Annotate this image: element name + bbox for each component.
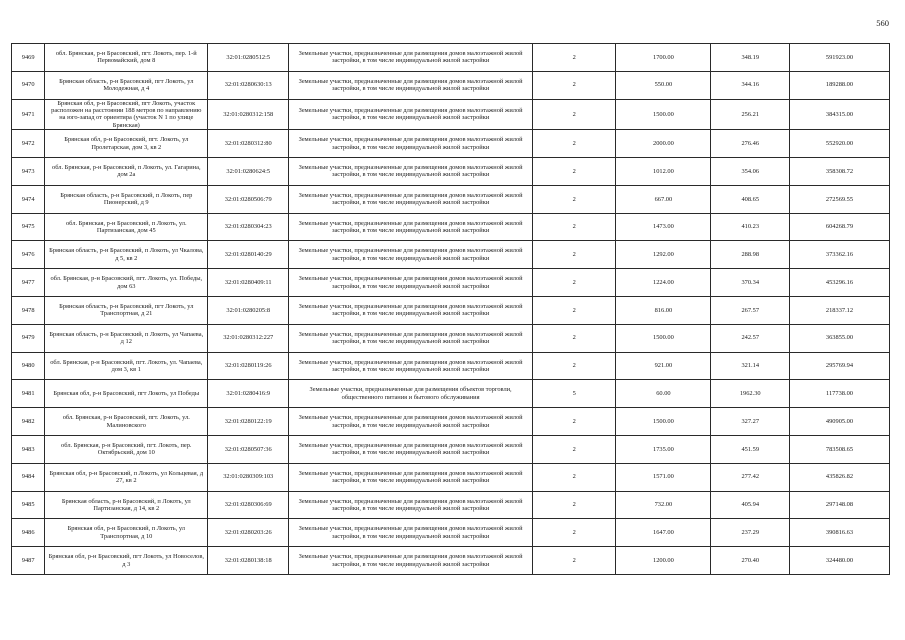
land-use-cell: Земельные участки, предназначенные для размещения домов малоэтажной жилой застройки, в том числе индивидуальной жилой застройки — [289, 241, 533, 269]
cadastral-number-cell: 32:01:0280630:13 — [208, 71, 289, 99]
table-body — [12, 44, 890, 575]
row-number: 9479 — [12, 324, 45, 352]
address-cell: Брянская обл, р-н Брасовский, пгт. Локоть, ул Пролетарская, дом 3, кв 2 — [45, 130, 208, 158]
group-cell: 2 — [533, 352, 616, 380]
cadastral-number-cell: 32:01:0280507:36 — [208, 435, 289, 463]
address-cell: Брянская область, р-н Брасовский, п Локоть, ул Чапаева, д 12 — [45, 324, 208, 352]
cadastral-value-cell: 435826.82 — [790, 463, 890, 491]
specific-value-cell: 354.06 — [711, 158, 790, 186]
group-cell: 2 — [533, 408, 616, 436]
cadastral-number-cell: 32:01:0280506:79 — [208, 185, 289, 213]
table-row — [12, 380, 890, 408]
cadastral-number-cell: 32:01:0280309:103 — [208, 463, 289, 491]
cadastral-value-cell: 490905.00 — [790, 408, 890, 436]
group-cell: 2 — [533, 158, 616, 186]
address-cell: Брянская обл, р-н Брасовский, пгт Локоть, ул Новоселов, д 3 — [45, 547, 208, 575]
group-cell: 2 — [533, 463, 616, 491]
address-cell: Брянская область, р-н Брасовский, п Локоть, ул Чкалова, д 5, кв 2 — [45, 241, 208, 269]
area-cell: 921.00 — [616, 352, 711, 380]
area-cell: 1500.00 — [616, 408, 711, 436]
cadastral-value-cell: 591923.00 — [790, 44, 890, 72]
table-row — [12, 213, 890, 241]
group-cell: 5 — [533, 380, 616, 408]
cadastral-number-cell: 32:01:0280304:23 — [208, 213, 289, 241]
specific-value-cell: 327.27 — [711, 408, 790, 436]
cadastral-value-cell: 218337.12 — [790, 297, 890, 325]
land-use-cell: Земельные участки, предназначенные для размещения домов малоэтажной жилой застройки, в том числе индивидуальной жилой застройки — [289, 297, 533, 325]
specific-value-cell: 370.34 — [711, 269, 790, 297]
table-row — [12, 463, 890, 491]
land-use-cell: Земельные участки, предназначенные для размещения домов малоэтажной жилой застройки, в том числе индивидуальной жилой застройки — [289, 130, 533, 158]
land-use-cell: Земельные участки, предназначенные для размещения домов малоэтажной жилой застройки, в том числе индивидуальной жилой застройки — [289, 435, 533, 463]
specific-value-cell: 288.98 — [711, 241, 790, 269]
cadastral-value-cell: 117738.00 — [790, 380, 890, 408]
group-cell: 2 — [533, 44, 616, 72]
table-row — [12, 71, 890, 99]
land-use-cell: Земельные участки, предназначенные для размещения домов малоэтажной жилой застройки, в том числе индивидуальной жилой застройки — [289, 71, 533, 99]
area-cell: 667.00 — [616, 185, 711, 213]
address-cell: Брянская область, р-н Брасовский, пгт Локоть, ул Транспортная, д 21 — [45, 297, 208, 325]
row-number: 9475 — [12, 213, 45, 241]
land-use-cell: Земельные участки, предназначенные для размещения домов малоэтажной жилой застройки, в том числе индивидуальной жилой застройки — [289, 185, 533, 213]
group-cell: 2 — [533, 130, 616, 158]
specific-value-cell: 451.59 — [711, 435, 790, 463]
specific-value-cell: 1962.30 — [711, 380, 790, 408]
cadastral-number-cell: 32:01:0280512:5 — [208, 44, 289, 72]
table-row — [12, 241, 890, 269]
cadastral-value-cell: 272569.55 — [790, 185, 890, 213]
group-cell: 2 — [533, 491, 616, 519]
row-number: 9484 — [12, 463, 45, 491]
area-cell: 60.00 — [616, 380, 711, 408]
table-row — [12, 408, 890, 436]
area-cell: 1500.00 — [616, 99, 711, 130]
group-cell: 2 — [533, 99, 616, 130]
cadastral-number-cell: 32:01:0280312:80 — [208, 130, 289, 158]
cadastral-value-cell: 358308.72 — [790, 158, 890, 186]
area-cell: 1571.00 — [616, 463, 711, 491]
area-cell: 1224.00 — [616, 269, 711, 297]
row-number: 9482 — [12, 408, 45, 436]
land-use-cell: Земельные участки, предназначенные для размещения домов малоэтажной жилой застройки, в том числе индивидуальной жилой застройки — [289, 44, 533, 72]
row-number: 9485 — [12, 491, 45, 519]
row-number: 9469 — [12, 44, 45, 72]
land-use-cell: Земельные участки, предназначенные для размещения домов малоэтажной жилой застройки, в том числе индивидуальной жилой застройки — [289, 491, 533, 519]
row-number: 9473 — [12, 158, 45, 186]
cadastral-value-cell: 295769.94 — [790, 352, 890, 380]
land-use-cell: Земельные участки, предназначенные для размещения домов малоэтажной жилой застройки, в том числе индивидуальной жилой застройки — [289, 158, 533, 186]
cadastral-value-cell: 324480.00 — [790, 547, 890, 575]
table-row — [12, 44, 890, 72]
address-cell: Брянская обл, р-н Брасовский, п Локоть, ул Транспортная, д 10 — [45, 519, 208, 547]
row-number: 9486 — [12, 519, 45, 547]
land-use-cell: Земельные участки, предназначенные для размещения объектов торговли, общественного питания и бытового обслуживания — [289, 380, 533, 408]
table-row — [12, 491, 890, 519]
area-cell: 1012.00 — [616, 158, 711, 186]
cadastral-number-cell: 32:01:0280624:5 — [208, 158, 289, 186]
address-cell: Брянская обл, р-н Брасовский, пгт Локоть, участок расположен на расстоянии 188 метров по направлению на юго-запад от ориентира (участок N 1 по улице Брянская) — [45, 99, 208, 130]
specific-value-cell: 277.42 — [711, 463, 790, 491]
land-use-cell: Земельные участки, предназначенные для размещения домов малоэтажной жилой застройки, в том числе индивидуальной жилой застройки — [289, 213, 533, 241]
group-cell: 2 — [533, 185, 616, 213]
table-row — [12, 519, 890, 547]
area-cell: 2000.00 — [616, 130, 711, 158]
cadastral-value-cell: 453296.16 — [790, 269, 890, 297]
group-cell: 2 — [533, 297, 616, 325]
address-cell: обл. Брянская, р-н Брасовский, п Локоть, ул. Гагарина, дом 2а — [45, 158, 208, 186]
cadastral-value-cell: 373362.16 — [790, 241, 890, 269]
specific-value-cell: 321.14 — [711, 352, 790, 380]
address-cell: обл. Брянская, р-н Брасовский, пгт. Локоть, ул. Победы, дом 63 — [45, 269, 208, 297]
table-row — [12, 435, 890, 463]
area-cell: 816.00 — [616, 297, 711, 325]
specific-value-cell: 276.46 — [711, 130, 790, 158]
address-cell: обл. Брянская, р-н Брасовский, пгт. Локоть, ул. Чапаева, дом 3, кв 1 — [45, 352, 208, 380]
area-cell: 1647.00 — [616, 519, 711, 547]
cadastral-valuation-table — [11, 43, 890, 575]
table-row — [12, 297, 890, 325]
area-cell: 1735.00 — [616, 435, 711, 463]
address-cell: Брянская обл, р-н Брасовский, п Локоть, ул Кольцевая, д 27, кв 2 — [45, 463, 208, 491]
cadastral-value-cell: 189288.00 — [790, 71, 890, 99]
group-cell: 2 — [533, 324, 616, 352]
land-use-cell: Земельные участки, предназначенные для размещения домов малоэтажной жилой застройки, в том числе индивидуальной жилой застройки — [289, 99, 533, 130]
row-number: 9477 — [12, 269, 45, 297]
cadastral-number-cell: 32:01:0280122:19 — [208, 408, 289, 436]
address-cell: Брянская область, р-н Брасовский, пгт Локоть, ул Молодежная, д 4 — [45, 71, 208, 99]
cadastral-number-cell: 32:01:0280119:26 — [208, 352, 289, 380]
land-use-cell: Земельные участки, предназначенные для размещения домов малоэтажной жилой застройки, в том числе индивидуальной жилой застройки — [289, 463, 533, 491]
cadastral-number-cell: 32:01:0280409:11 — [208, 269, 289, 297]
cadastral-number-cell: 32:01:0280416:9 — [208, 380, 289, 408]
area-cell: 1200.00 — [616, 547, 711, 575]
land-use-cell: Земельные участки, предназначенные для размещения домов малоэтажной жилой застройки, в том числе индивидуальной жилой застройки — [289, 519, 533, 547]
land-use-cell: Земельные участки, предназначенные для размещения домов малоэтажной жилой застройки, в том числе индивидуальной жилой застройки — [289, 408, 533, 436]
specific-value-cell: 270.40 — [711, 547, 790, 575]
row-number: 9470 — [12, 71, 45, 99]
group-cell: 2 — [533, 547, 616, 575]
specific-value-cell: 348.19 — [711, 44, 790, 72]
area-cell: 550.00 — [616, 71, 711, 99]
land-use-cell: Земельные участки, предназначенные для размещения домов малоэтажной жилой застройки, в том числе индивидуальной жилой застройки — [289, 269, 533, 297]
cadastral-number-cell: 32:01:0280138:18 — [208, 547, 289, 575]
table-row — [12, 547, 890, 575]
area-cell: 1500.00 — [616, 324, 711, 352]
table-row — [12, 269, 890, 297]
specific-value-cell: 256.21 — [711, 99, 790, 130]
cadastral-value-cell: 552920.00 — [790, 130, 890, 158]
row-number: 9483 — [12, 435, 45, 463]
cadastral-value-cell: 297148.08 — [790, 491, 890, 519]
land-use-cell: Земельные участки, предназначенные для размещения домов малоэтажной жилой застройки, в том числе индивидуальной жилой застройки — [289, 547, 533, 575]
area-cell: 1700.00 — [616, 44, 711, 72]
cadastral-number-cell: 32:01:0280203:26 — [208, 519, 289, 547]
specific-value-cell: 410.23 — [711, 213, 790, 241]
specific-value-cell: 267.57 — [711, 297, 790, 325]
row-number: 9472 — [12, 130, 45, 158]
table-row — [12, 130, 890, 158]
specific-value-cell: 237.29 — [711, 519, 790, 547]
address-cell: Брянская область, р-н Брасовский, п Локоть, ул Партизанская, д 14, кв 2 — [45, 491, 208, 519]
group-cell: 2 — [533, 435, 616, 463]
row-number: 9474 — [12, 185, 45, 213]
land-use-cell: Земельные участки, предназначенные для размещения домов малоэтажной жилой застройки, в том числе индивидуальной жилой застройки — [289, 352, 533, 380]
specific-value-cell: 405.94 — [711, 491, 790, 519]
cadastral-number-cell: 32:01:0280306:69 — [208, 491, 289, 519]
area-cell: 1292.00 — [616, 241, 711, 269]
group-cell: 2 — [533, 519, 616, 547]
cadastral-value-cell: 783508.65 — [790, 435, 890, 463]
address-cell: обл. Брянская, р-н Брасовский, пгт. Локоть, пер. Октябрьский, дом 10 — [45, 435, 208, 463]
row-number: 9478 — [12, 297, 45, 325]
address-cell: Брянская область, р-н Брасовский, п Локоть, пер Пионерский, д 9 — [45, 185, 208, 213]
row-number: 9481 — [12, 380, 45, 408]
table-row — [12, 352, 890, 380]
cadastral-number-cell: 32:01:0280312:158 — [208, 99, 289, 130]
area-cell: 732.00 — [616, 491, 711, 519]
specific-value-cell: 344.16 — [711, 71, 790, 99]
area-cell: 1473.00 — [616, 213, 711, 241]
cadastral-value-cell: 384315.00 — [790, 99, 890, 130]
cadastral-value-cell: 363855.00 — [790, 324, 890, 352]
address-cell: Брянская обл, р-н Брасовский, пгт Локоть, ул Победы — [45, 380, 208, 408]
row-number: 9471 — [12, 99, 45, 130]
land-use-cell: Земельные участки, предназначенные для размещения домов малоэтажной жилой застройки, в том числе индивидуальной жилой застройки — [289, 324, 533, 352]
cadastral-number-cell: 32:01:0280312:227 — [208, 324, 289, 352]
address-cell: обл. Брянская, р-н Брасовский, пгт. Локоть, пер. 1-й Первомайский, дом 8 — [45, 44, 208, 72]
group-cell: 2 — [533, 269, 616, 297]
group-cell: 2 — [533, 213, 616, 241]
group-cell: 2 — [533, 241, 616, 269]
page-number: 560 — [876, 18, 889, 28]
table-row — [12, 99, 890, 130]
address-cell: обл. Брянская, р-н Брасовский, п Локоть, ул. Партизанская, дом 45 — [45, 213, 208, 241]
cadastral-number-cell: 32:01:0280140:29 — [208, 241, 289, 269]
cadastral-value-cell: 390816.63 — [790, 519, 890, 547]
cadastral-number-cell: 32:01:0280205:8 — [208, 297, 289, 325]
table-row — [12, 158, 890, 186]
row-number: 9480 — [12, 352, 45, 380]
specific-value-cell: 242.57 — [711, 324, 790, 352]
cadastral-value-cell: 604268.79 — [790, 213, 890, 241]
specific-value-cell: 408.65 — [711, 185, 790, 213]
table-row — [12, 185, 890, 213]
row-number: 9476 — [12, 241, 45, 269]
table-row — [12, 324, 890, 352]
group-cell: 2 — [533, 71, 616, 99]
address-cell: обл. Брянская, р-н Брасовский, пгт. Локоть, ул. Малиновского — [45, 408, 208, 436]
row-number: 9487 — [12, 547, 45, 575]
